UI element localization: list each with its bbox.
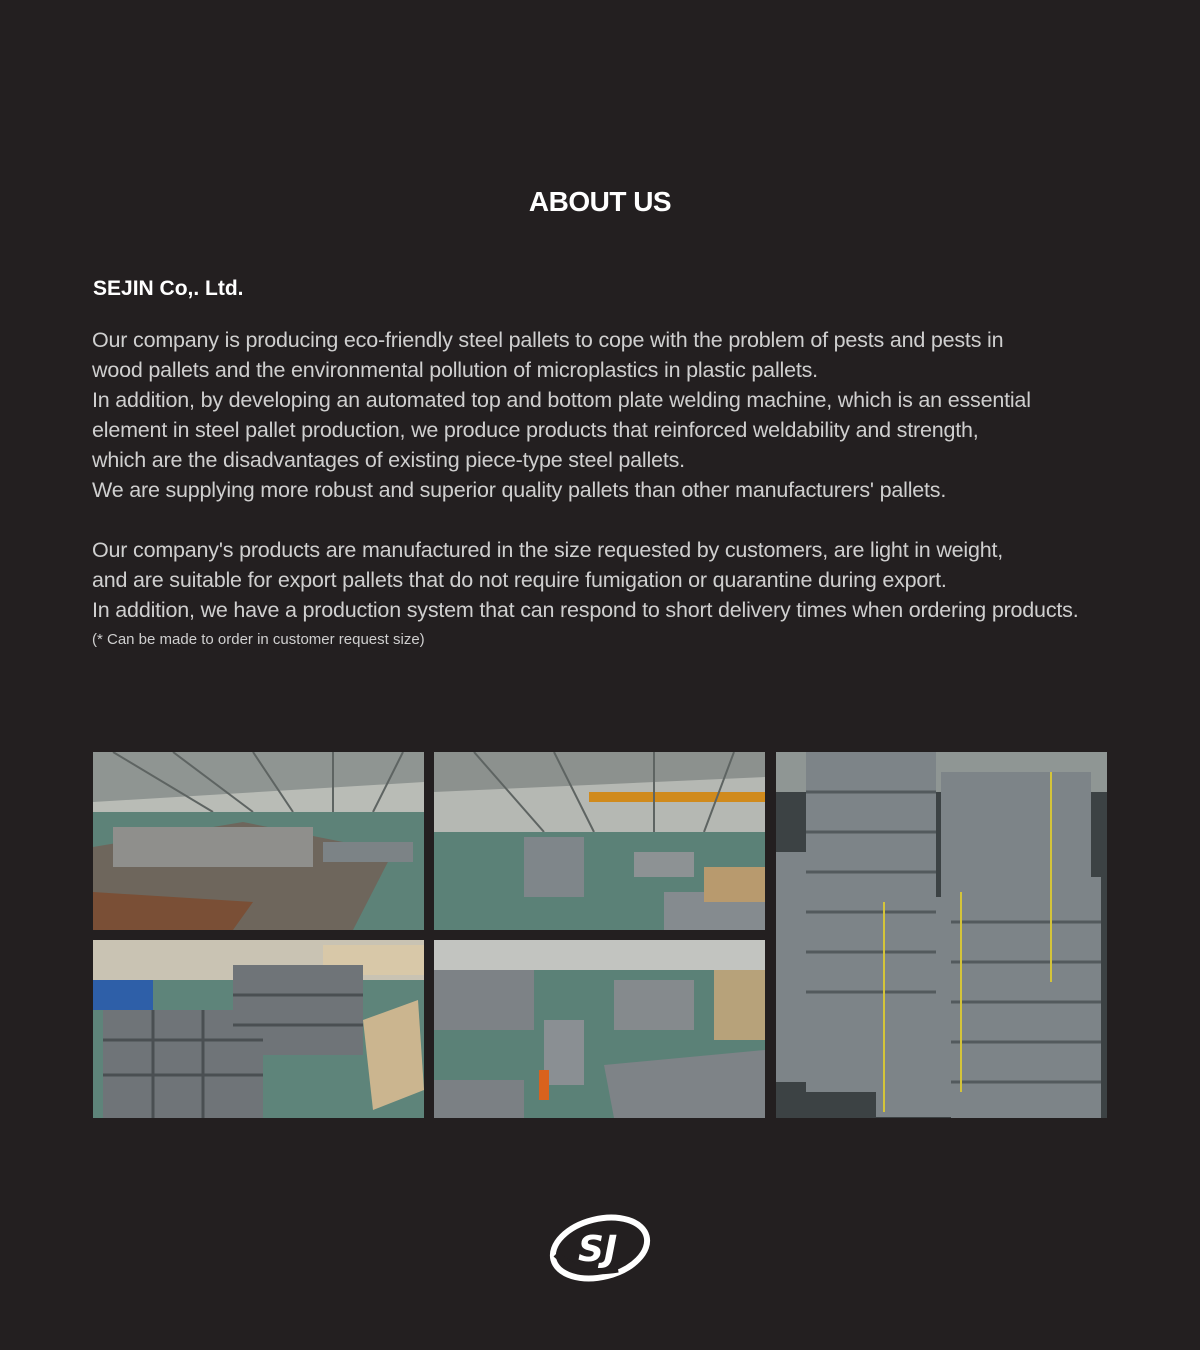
- paragraph-line: We are supplying more robust and superior quality pallets than other manufacturers' pallets.: [92, 478, 947, 502]
- paragraph-line: In addition, by developing an automated top and bottom plate welding machine, which is an essential: [92, 388, 1031, 412]
- paragraph-line: element in steel pallet production, we produce products that reinforced weldability and strength,: [92, 418, 979, 442]
- paragraph-line: In addition, we have a production system that can respond to short delivery times when ordering products.: [92, 598, 1079, 622]
- paragraph-line: Our company is producing eco-friendly steel pallets to cope with the problem of pests and pests in: [92, 328, 1004, 352]
- company-name: SEJIN Co,. Ltd.: [93, 277, 244, 300]
- sj-logo-icon: [548, 1214, 652, 1282]
- about-paragraph-2: [92, 535, 1122, 625]
- paragraph-line: Our company's products are manufactured in the size requested by customers, are light in weight,: [92, 538, 1004, 562]
- custom-size-note: (* Can be made to order in customer request size): [92, 631, 425, 648]
- page-title: ABOUT US: [528, 186, 672, 217]
- stacked-pallet-frames-photo: [93, 940, 424, 1118]
- tall-pallet-stacks-photo: [776, 752, 1107, 1118]
- paragraph-line: which are the disadvantages of existing piece-type steel pallets.: [92, 448, 685, 472]
- factory-welding-line-photo: [93, 752, 424, 930]
- factory-floor-crane-photo: [434, 752, 765, 930]
- svg-text:SJ: SJ: [578, 1229, 618, 1270]
- factory-assembly-area-photo: [434, 940, 765, 1118]
- about-paragraph-1: [92, 325, 1122, 505]
- paragraph-line: and are suitable for export pallets that do not require fumigation or quarantine during export.: [92, 568, 947, 592]
- paragraph-line: wood pallets and the environmental pollution of microplastics in plastic pallets.: [92, 358, 818, 382]
